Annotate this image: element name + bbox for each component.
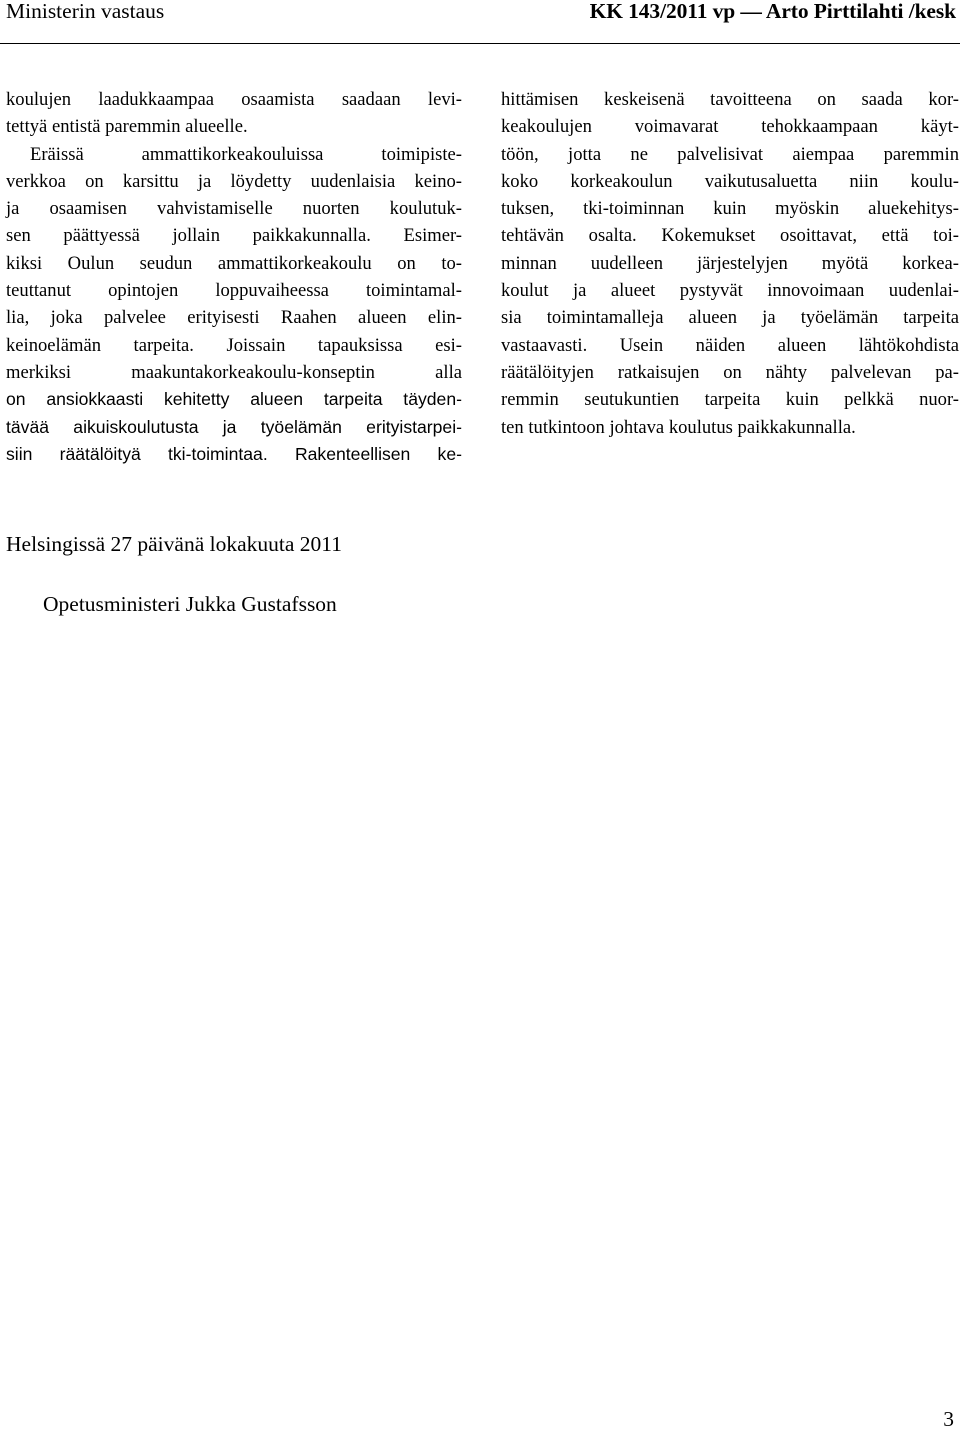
header-section-title: Ministerin vastaus — [6, 0, 165, 23]
page-number: 3 — [943, 1407, 954, 1431]
body-line: tehtävän osalta. Kokemukset osoittavat, että toi- — [501, 225, 959, 247]
body-line: räätälöityjen ratkaisujen on nähty palvelevan pa- — [501, 361, 959, 383]
body-line: hittämisen keskeisenä tavoitteena on saada kor- — [501, 89, 959, 110]
body-line: remmin seutukuntien tarpeita kuin pelkkä nuor- — [501, 389, 959, 411]
body-line: kiksi Oulun seudun ammattikorkeakoulu on to- — [6, 252, 462, 274]
body-line: vastaavasti. Usein näiden alueen lähtökohdista — [501, 334, 959, 356]
body-line: koko korkeakoulun vaikutusaluetta niin koulu- — [501, 170, 959, 192]
body-line: töön, jotta ne palvelisivat aiempaa paremmin — [501, 143, 959, 165]
body-line: tettyä entistä paremmin alueelle. — [6, 116, 248, 138]
body-line: tävää aikuiskoulutusta ja työelämän erityistarpei- — [6, 416, 462, 437]
body-line: ja osaamisen vahvistamiselle nuorten koulutuk- — [6, 198, 462, 220]
body-line: sen päättyessä jollain paikkakunnalla. Esimer- — [6, 225, 462, 247]
body-line: verkkoa on karsittu ja löydetty uudenlaisia keino- — [6, 170, 462, 192]
body-line: tuksen, tki-toiminnan kuin myöskin aluekehitys- — [501, 198, 959, 220]
body-line: teuttanut opintojen loppuvaiheessa toimintamal- — [6, 280, 462, 302]
header-divider — [0, 43, 960, 44]
body-line: merkiksi maakuntakorkeakoulu-konseptin alla — [6, 361, 462, 383]
body-line: ten tutkintoon johtava koulutus paikkakunnalla. — [501, 416, 856, 438]
body-line: Eräissä ammattikorkeakouluissa toimipiste- — [30, 143, 462, 165]
body-left-column — [6, 86, 462, 468]
body-right-column — [501, 86, 959, 441]
page-header — [0, 0, 960, 24]
header-document-reference: KK 143/2011 vp — Arto Pirttilahti /kesk — [589, 0, 956, 23]
body-line: on ansiokkaasti kehitetty alueen tarpeita täyden- — [6, 389, 462, 410]
body-line: lia, joka palvelee erityisesti Raahen alueen elin- — [6, 307, 462, 329]
signature-line: Opetusministeri Jukka Gustafsson — [43, 592, 337, 616]
body-line: siin räätälöityä tki-toimintaa. Rakenteellisen ke- — [6, 443, 462, 464]
body-line: koulut ja alueet pystyvät innovoimaan uudenlai- — [501, 280, 959, 302]
body-line: keakoulujen voimavarat tehokkaampaan käyt- — [501, 116, 959, 138]
body-line: keinoelämän tarpeita. Joissain tapauksissa esi- — [6, 334, 462, 356]
body-line: koulujen laadukkaampaa osaamista saadaan levi- — [6, 89, 462, 110]
body-line: sia toimintamalleja alueen ja työelämän tarpeita — [501, 307, 959, 329]
body-line: minnan uudelleen järjestelyjen myötä korkea- — [501, 252, 959, 274]
place-and-date: Helsingissä 27 päivänä lokakuuta 2011 — [6, 532, 342, 556]
